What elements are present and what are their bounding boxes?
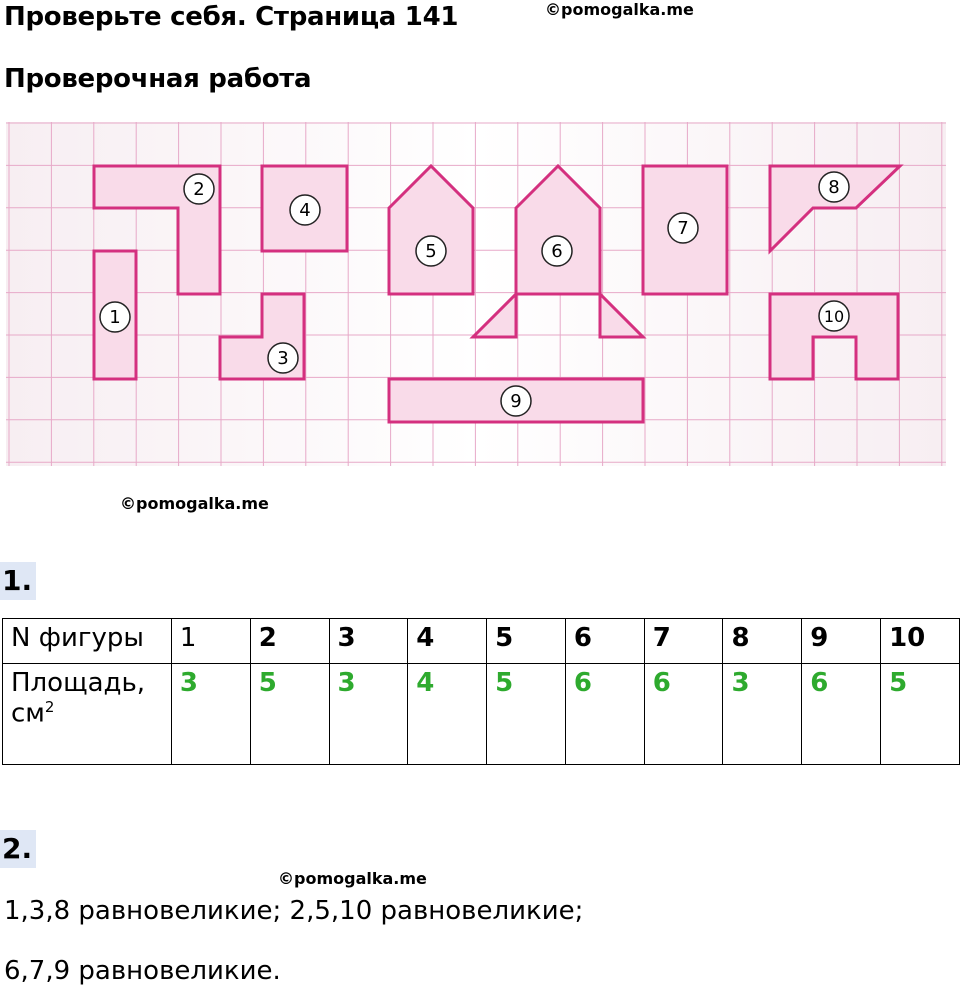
- area-unit-superscript: 2: [44, 698, 55, 716]
- area-value-cell: 5: [881, 664, 960, 765]
- area-value-cell: 3: [171, 664, 250, 765]
- figure-number-cell: 3: [329, 619, 408, 664]
- figure-number-cell: 6: [565, 619, 644, 664]
- area-value-cell: 5: [487, 664, 566, 765]
- figure-3-label: [268, 343, 298, 373]
- figure-number-cell: 5: [487, 619, 566, 664]
- figure-number-cell: 2: [250, 619, 329, 664]
- svg-text:9: 9: [510, 391, 522, 412]
- answer-line-2: 6,7,9 равновеликие.: [4, 956, 281, 986]
- figure-10-label: [819, 301, 849, 331]
- figure-number-cell: 4: [408, 619, 487, 664]
- figure-5-label: [416, 236, 446, 266]
- figure-8-label: [819, 172, 849, 202]
- answer-line-1: 1,3,8 равновеликие; 2,5,10 равновеликие;: [4, 896, 584, 926]
- area-value-cell: 6: [802, 664, 881, 765]
- svg-text:10: 10: [823, 307, 845, 326]
- svg-text:5: 5: [425, 241, 437, 262]
- area-value-cell: 6: [565, 664, 644, 765]
- table-row-areas: [3, 664, 960, 765]
- svg-text:6: 6: [551, 241, 563, 262]
- area-value-cell: 5: [250, 664, 329, 765]
- area-table: [2, 618, 960, 765]
- figure-number-cell: 10: [881, 619, 960, 664]
- svg-text:4: 4: [299, 200, 311, 221]
- figure-number-cell: 1: [171, 619, 250, 664]
- area-value-cell: 3: [329, 664, 408, 765]
- page-title: Проверьте себя. Страница 141: [4, 2, 459, 32]
- area-header-label: Площадь,: [11, 668, 146, 698]
- figure-number-cell: 9: [802, 619, 881, 664]
- figure-4-label: [290, 195, 320, 225]
- figure-9-label: [501, 386, 531, 416]
- svg-text:1: 1: [109, 307, 121, 328]
- task-1-number: 1.: [0, 562, 36, 600]
- figure-number-cell: 7: [644, 619, 723, 664]
- watermark: ©pomogalka.me: [278, 869, 427, 888]
- svg-text:7: 7: [677, 218, 689, 239]
- svg-text:8: 8: [828, 177, 840, 198]
- figure-number-cell: 8: [723, 619, 802, 664]
- shapes-grid-figure: [6, 122, 946, 466]
- section-title: Проверочная работа: [4, 64, 312, 94]
- task-2-number: 2.: [0, 830, 36, 868]
- svg-text:2: 2: [193, 179, 205, 200]
- figure-1-label: [100, 302, 130, 332]
- table-row-figure-numbers: [3, 619, 960, 664]
- area-value-cell: 3: [723, 664, 802, 765]
- figure-6-label: [542, 236, 572, 266]
- area-unit: см: [11, 698, 45, 729]
- watermark: ©pomogalka.me: [120, 494, 269, 513]
- area-value-cell: 4: [408, 664, 487, 765]
- watermark: ©pomogalka.me: [545, 0, 694, 19]
- area-value-cell: 6: [644, 664, 723, 765]
- figure-7-label: [668, 213, 698, 243]
- figure-2-label: [184, 174, 214, 204]
- row-header-figure-number: N фигуры: [3, 619, 172, 664]
- svg-text:3: 3: [277, 348, 289, 369]
- row-header-area: [3, 664, 172, 765]
